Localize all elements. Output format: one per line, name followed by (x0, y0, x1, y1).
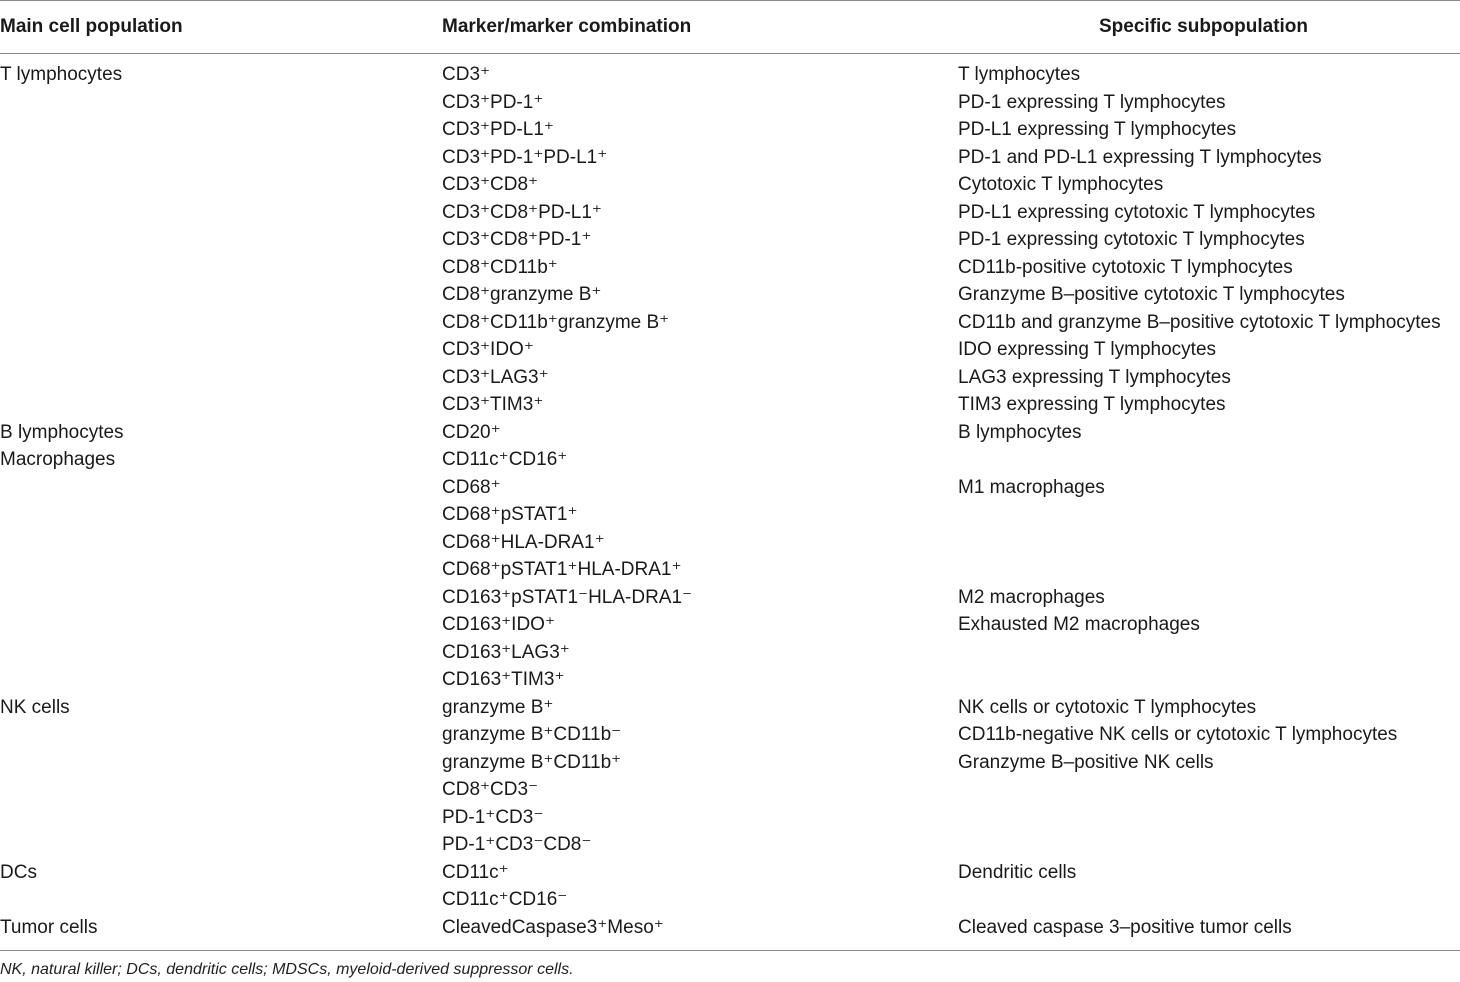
cell-marker: CD8⁺CD11b⁺ (442, 256, 558, 278)
cell-subpopulation: T lymphocytes (958, 64, 1081, 85)
cell-marker: CD68⁺pSTAT1⁺ (442, 504, 578, 525)
cell-subpopulation: NK cells or cytotoxic T lymphocytes (958, 696, 1257, 718)
table-row (0, 639, 1460, 667)
table-row (0, 666, 1460, 694)
cell-subpopulation: PD-1 and PD-L1 expressing T lymphocytes (958, 146, 1322, 168)
top-rule (0, 0, 1460, 1)
cell-marker: CD163⁺pSTAT1⁻HLA-DRA1⁻ (442, 586, 693, 608)
cell-marker: CD3⁺ (442, 64, 491, 85)
cell-marker: CD163⁺TIM3⁺ (442, 669, 565, 690)
table-row (0, 391, 1460, 419)
cell-subpopulation: CD11b-negative NK cells or cytotoxic T lymphocytes (958, 724, 1398, 745)
cell-marker: CD3⁺CD8⁺ (442, 174, 539, 195)
cell-marker: CD11c⁺CD16⁺ (442, 449, 568, 470)
table-row (0, 144, 1460, 172)
cell-subpopulation: Granzyme B–positive cytotoxic T lymphocytes (958, 284, 1345, 305)
table-row (0, 364, 1460, 392)
cell-population: NK cells (0, 696, 70, 718)
bottom-rule (0, 950, 1460, 951)
table-row (0, 721, 1460, 749)
table-row (0, 584, 1460, 612)
table-row (0, 556, 1460, 584)
cell-subpopulation: PD-1 expressing cytotoxic T lymphocytes (958, 229, 1305, 250)
header-marker-combination: Marker/marker combination (442, 16, 692, 37)
table-row (0, 419, 1460, 447)
cell-marker: granzyme B⁺CD11b⁺ (442, 751, 622, 773)
cell-subpopulation: CD11b-positive cytotoxic T lymphocytes (958, 256, 1293, 278)
table-row (0, 529, 1460, 557)
cell-marker: CD3⁺LAG3⁺ (442, 366, 549, 388)
cell-subpopulation: CD11b and granzyme B–positive cytotoxic T lymphocytes (958, 311, 1441, 333)
cell-marker: CD68⁺pSTAT1⁺HLA-DRA1⁺ (442, 559, 682, 580)
cell-marker: PD-1⁺CD3⁻ (442, 806, 544, 828)
table-row (0, 611, 1460, 639)
table-footnote: NK, natural killer; DCs, dendritic cells; MDSCs, myeloid-derived suppressor cells. (0, 961, 574, 978)
cell-subpopulation: LAG3 expressing T lymphocytes (958, 366, 1231, 388)
cell-subpopulation: B lymphocytes (958, 421, 1082, 443)
cell-marker: granzyme B⁺ (442, 696, 554, 718)
table-row (0, 776, 1460, 804)
table-row (0, 749, 1460, 777)
table-row (0, 859, 1460, 887)
cell-subpopulation: PD-1 expressing T lymphocytes (958, 91, 1226, 113)
cell-marker: CleavedCaspase3⁺Meso⁺ (442, 916, 664, 938)
header-specific-subpopulation: Specific subpopulation (1099, 16, 1309, 37)
table-row (0, 694, 1460, 722)
cell-marker: CD3⁺TIM3⁺ (442, 394, 544, 415)
cell-marker: CD8⁺CD3⁻ (442, 779, 539, 800)
cell-population: Tumor cells (0, 916, 98, 938)
cell-marker: CD163⁺LAG3⁺ (442, 641, 570, 663)
table-row (0, 116, 1460, 144)
cell-subpopulation: TIM3 expressing T lymphocytes (958, 394, 1226, 415)
cell-marker: CD68⁺ (442, 476, 501, 498)
cell-subpopulation: Cleaved caspase 3–positive tumor cells (958, 916, 1292, 938)
table-row (0, 501, 1460, 529)
cell-marker: PD-1⁺CD3⁻CD8⁻ (442, 834, 592, 855)
cell-marker: CD3⁺PD-1⁺ (442, 91, 544, 113)
header-rule (0, 53, 1460, 54)
cell-marker: CD3⁺CD8⁺PD-L1⁺ (442, 201, 602, 223)
cell-subpopulation: IDO expressing T lymphocytes (958, 339, 1217, 360)
cell-subpopulation: PD-L1 expressing cytotoxic T lymphocytes (958, 201, 1316, 223)
table-row (0, 914, 1460, 942)
table-row (0, 309, 1460, 337)
cell-marker: CD3⁺CD8⁺PD-1⁺ (442, 229, 592, 250)
cell-subpopulation: Exhausted M2 macrophages (958, 614, 1200, 635)
table-row (0, 336, 1460, 364)
cell-subpopulation: Dendritic cells (958, 861, 1077, 883)
table-row (0, 254, 1460, 282)
cell-subpopulation: M2 macrophages (958, 586, 1105, 608)
cell-marker: CD11c⁺ (442, 861, 509, 883)
cell-marker: granzyme B⁺CD11b⁻ (442, 724, 622, 745)
table-row (0, 886, 1460, 914)
cell-subpopulation: Granzyme B–positive NK cells (958, 751, 1214, 773)
table-row (0, 61, 1460, 89)
table-row (0, 831, 1460, 859)
cell-marker: CD3⁺PD-1⁺PD-L1⁺ (442, 146, 608, 168)
cell-marker: CD3⁺PD-L1⁺ (442, 119, 554, 140)
table-row (0, 474, 1460, 502)
cell-marker: CD20⁺ (442, 421, 501, 443)
header-main-cell-population: Main cell population (0, 16, 183, 37)
cell-marker: CD68⁺HLA-DRA1⁺ (442, 531, 605, 553)
cell-marker: CD11c⁺CD16⁻ (442, 889, 568, 910)
table-row (0, 171, 1460, 199)
cell-marker: CD8⁺CD11b⁺granzyme B⁺ (442, 311, 670, 333)
cell-marker: CD8⁺granzyme B⁺ (442, 284, 602, 305)
cell-population: Macrophages (0, 449, 116, 470)
table-row (0, 446, 1460, 474)
cell-population: DCs (0, 861, 37, 883)
cell-marker: CD3⁺IDO⁺ (442, 339, 534, 360)
table-row (0, 89, 1460, 117)
cell-population: T lymphocytes (0, 64, 123, 85)
cell-marker: CD163⁺IDO⁺ (442, 614, 555, 635)
table-body (0, 61, 1460, 941)
cell-subpopulation: PD-L1 expressing T lymphocytes (958, 119, 1237, 140)
cell-subpopulation: M1 macrophages (958, 476, 1105, 498)
table-row (0, 281, 1460, 309)
table-row (0, 199, 1460, 227)
cell-subpopulation: Cytotoxic T lymphocytes (958, 174, 1164, 195)
table-row (0, 804, 1460, 832)
table-row (0, 226, 1460, 254)
cell-population: B lymphocytes (0, 421, 124, 443)
